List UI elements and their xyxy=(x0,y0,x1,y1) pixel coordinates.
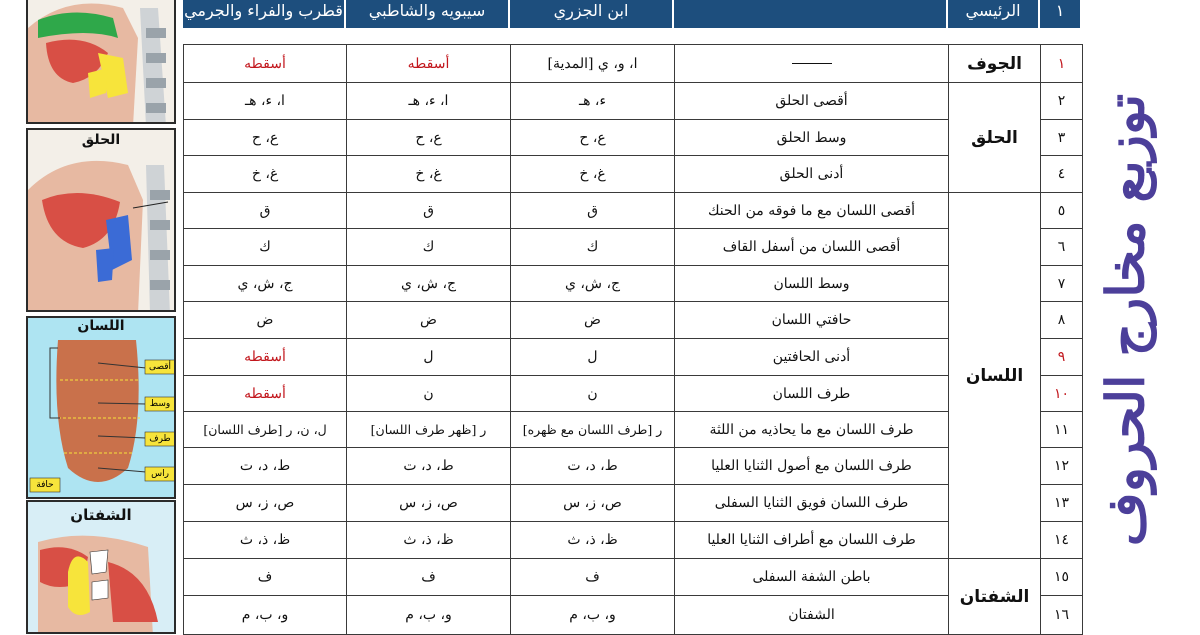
cell-jazari: ض xyxy=(510,301,675,339)
panel-lisan-title: اللسان xyxy=(77,318,125,334)
cell-row-number: ٥ xyxy=(1040,192,1083,229)
cell-qutrub: أسقطه xyxy=(183,338,347,376)
cell-description: أدنى الحلق xyxy=(674,155,949,193)
cell-jazari: و، ب، م xyxy=(510,595,675,635)
cell-qutrub: ق xyxy=(183,192,347,229)
cell-sibawayh: ك xyxy=(346,228,511,266)
panel-halq-illustration xyxy=(26,128,176,312)
cell-jazari: ج، ش، ي xyxy=(510,265,675,302)
cell-qutrub: ج، ش، ي xyxy=(183,265,347,302)
cell-description: طرف اللسان فويق الثنايا السفلى xyxy=(674,484,949,522)
cell-qutrub: ع، ح xyxy=(183,119,347,156)
cell-description: طرف اللسان xyxy=(674,375,949,412)
panel-shafatan-illustration xyxy=(26,500,176,634)
header-col-description xyxy=(674,0,948,28)
tongue-label-middle: وسط xyxy=(149,399,171,409)
cell-row-number: ٩ xyxy=(1040,338,1083,376)
cell-sibawayh: ق xyxy=(346,192,511,229)
cell-qutrub: ض xyxy=(183,301,347,339)
cell-qutrub: ل، ن، ر [طرف اللسان] xyxy=(183,411,347,448)
tongue-label-edge: حافة xyxy=(36,480,54,490)
cell-sibawayh: ط، د، ت xyxy=(346,447,511,485)
cell-qutrub: أسقطه xyxy=(183,44,347,83)
cell-description: أقصى الحلق xyxy=(674,82,949,120)
panel-shafatan-title: الشفتان xyxy=(70,506,132,524)
panel-lisan-illustration xyxy=(26,316,176,499)
cell-jazari: ق xyxy=(510,192,675,229)
cell-row-number: ١٤ xyxy=(1040,521,1083,559)
cell-qutrub: أسقطه xyxy=(183,375,347,412)
cell-description: طرف اللسان مع أصول الثنايا العليا xyxy=(674,447,949,485)
cell-jazari: ف xyxy=(510,558,675,596)
cell-sibawayh: أسقطه xyxy=(346,44,511,83)
cell-jazari: ك xyxy=(510,228,675,266)
cell-jazari: ع، ح xyxy=(510,119,675,156)
cell-qutrub: ف xyxy=(183,558,347,596)
cell-jazari: غ، خ xyxy=(510,155,675,193)
cell-row-number: ٣ xyxy=(1040,119,1083,156)
cell-description: وسط الحلق xyxy=(674,119,949,156)
cell-qutrub: ك xyxy=(183,228,347,266)
cell-sibawayh: ن xyxy=(346,375,511,412)
lips-diagram xyxy=(28,502,176,634)
header-col-qutrub: قطرب والفراء والجرمي xyxy=(183,0,346,28)
cell-jazari: ل xyxy=(510,338,675,376)
cell-qutrub: ص، ز، س xyxy=(183,484,347,522)
cell-description: طرف اللسان مع ما يحاذيه من اللثة xyxy=(674,411,949,448)
cell-row-number: ١٥ xyxy=(1040,558,1083,596)
title-text: توزيع مخارج الحروف xyxy=(1095,93,1157,547)
tongue-label-tip: طرف xyxy=(149,434,171,444)
cell-description: الشفتان xyxy=(674,595,949,635)
cell-sibawayh: ا، ء، هـ xyxy=(346,82,511,120)
cell-jazari: ط، د، ت xyxy=(510,447,675,485)
cell-description: أقصى اللسان مع ما فوقه من الحنك xyxy=(674,192,949,229)
cell-row-number: ١٦ xyxy=(1040,595,1083,635)
cell-sibawayh: ع، ح xyxy=(346,119,511,156)
panel-halq-title: الحلق xyxy=(81,132,121,148)
cell-description: حافتي اللسان xyxy=(674,301,949,339)
cell-jazari: ص، ز، س xyxy=(510,484,675,522)
header-col-region: الرئيسي xyxy=(948,0,1040,28)
cell-qutrub: ظ، ذ، ث xyxy=(183,521,347,559)
cell-row-number: ٨ xyxy=(1040,301,1083,339)
vertical-title xyxy=(1095,90,1157,550)
cell-region: اللسان xyxy=(948,192,1041,559)
cell-jazari: ظ، ذ، ث xyxy=(510,521,675,559)
head-section-diagram xyxy=(28,0,176,124)
cell-description: أدنى الحافتين xyxy=(674,338,949,376)
cell-description: باطن الشفة السفلى xyxy=(674,558,949,596)
cell-qutrub: ا، ء، هـ xyxy=(183,82,347,120)
cell-sibawayh: ض xyxy=(346,301,511,339)
cell-jazari: ر [طرف اللسان مع ظهره] xyxy=(510,411,675,448)
cell-description: وسط اللسان xyxy=(674,265,949,302)
cell-jazari: ا، و، ي [المدية] xyxy=(510,44,675,83)
tongue-label-head: راس xyxy=(151,469,169,479)
throat-section-diagram xyxy=(28,130,176,312)
cell-sibawayh: ج، ش، ي xyxy=(346,265,511,302)
header-col-sibawayh: سيبويه والشاطبي xyxy=(346,0,510,28)
empty-dash xyxy=(792,63,832,64)
cell-description: طرف اللسان مع أطراف الثنايا العليا xyxy=(674,521,949,559)
cell-row-number: ١ xyxy=(1040,44,1083,83)
tongue-label-back: أقصى xyxy=(148,362,172,372)
cell-region: الحلق xyxy=(948,82,1041,193)
panel-jawf-illustration xyxy=(26,0,176,124)
cell-row-number: ١٠ xyxy=(1040,375,1083,412)
cell-qutrub: و، ب، م xyxy=(183,595,347,635)
cell-description: أقصى اللسان من أسفل القاف xyxy=(674,228,949,266)
cell-jazari: ن xyxy=(510,375,675,412)
cell-qutrub: ط، د، ت xyxy=(183,447,347,485)
cell-jazari: ء، هـ xyxy=(510,82,675,120)
cell-region: الجوف xyxy=(948,44,1041,83)
cell-row-number: ١١ xyxy=(1040,411,1083,448)
cell-row-number: ١٢ xyxy=(1040,447,1083,485)
cell-sibawayh: ر [ظهر طرف اللسان] xyxy=(346,411,511,448)
cell-sibawayh: ص، ز، س xyxy=(346,484,511,522)
cell-region: الشفتان xyxy=(948,558,1041,635)
header-col-number: ١ xyxy=(1040,0,1082,28)
cell-row-number: ٤ xyxy=(1040,155,1083,193)
cell-sibawayh: ف xyxy=(346,558,511,596)
cell-sibawayh: ل xyxy=(346,338,511,376)
cell-qutrub: غ، خ xyxy=(183,155,347,193)
cell-row-number: ٦ xyxy=(1040,228,1083,266)
cell-desc-empty xyxy=(674,44,949,83)
cell-row-number: ٧ xyxy=(1040,265,1083,302)
header-col-ibn-jazari: ابن الجزري xyxy=(510,0,674,28)
cell-sibawayh: غ، خ xyxy=(346,155,511,193)
makharij-table xyxy=(183,44,1082,634)
cell-sibawayh: و، ب، م xyxy=(346,595,511,635)
cell-row-number: ١٣ xyxy=(1040,484,1083,522)
cell-sibawayh: ظ، ذ، ث xyxy=(346,521,511,559)
cell-row-number: ٢ xyxy=(1040,82,1083,120)
